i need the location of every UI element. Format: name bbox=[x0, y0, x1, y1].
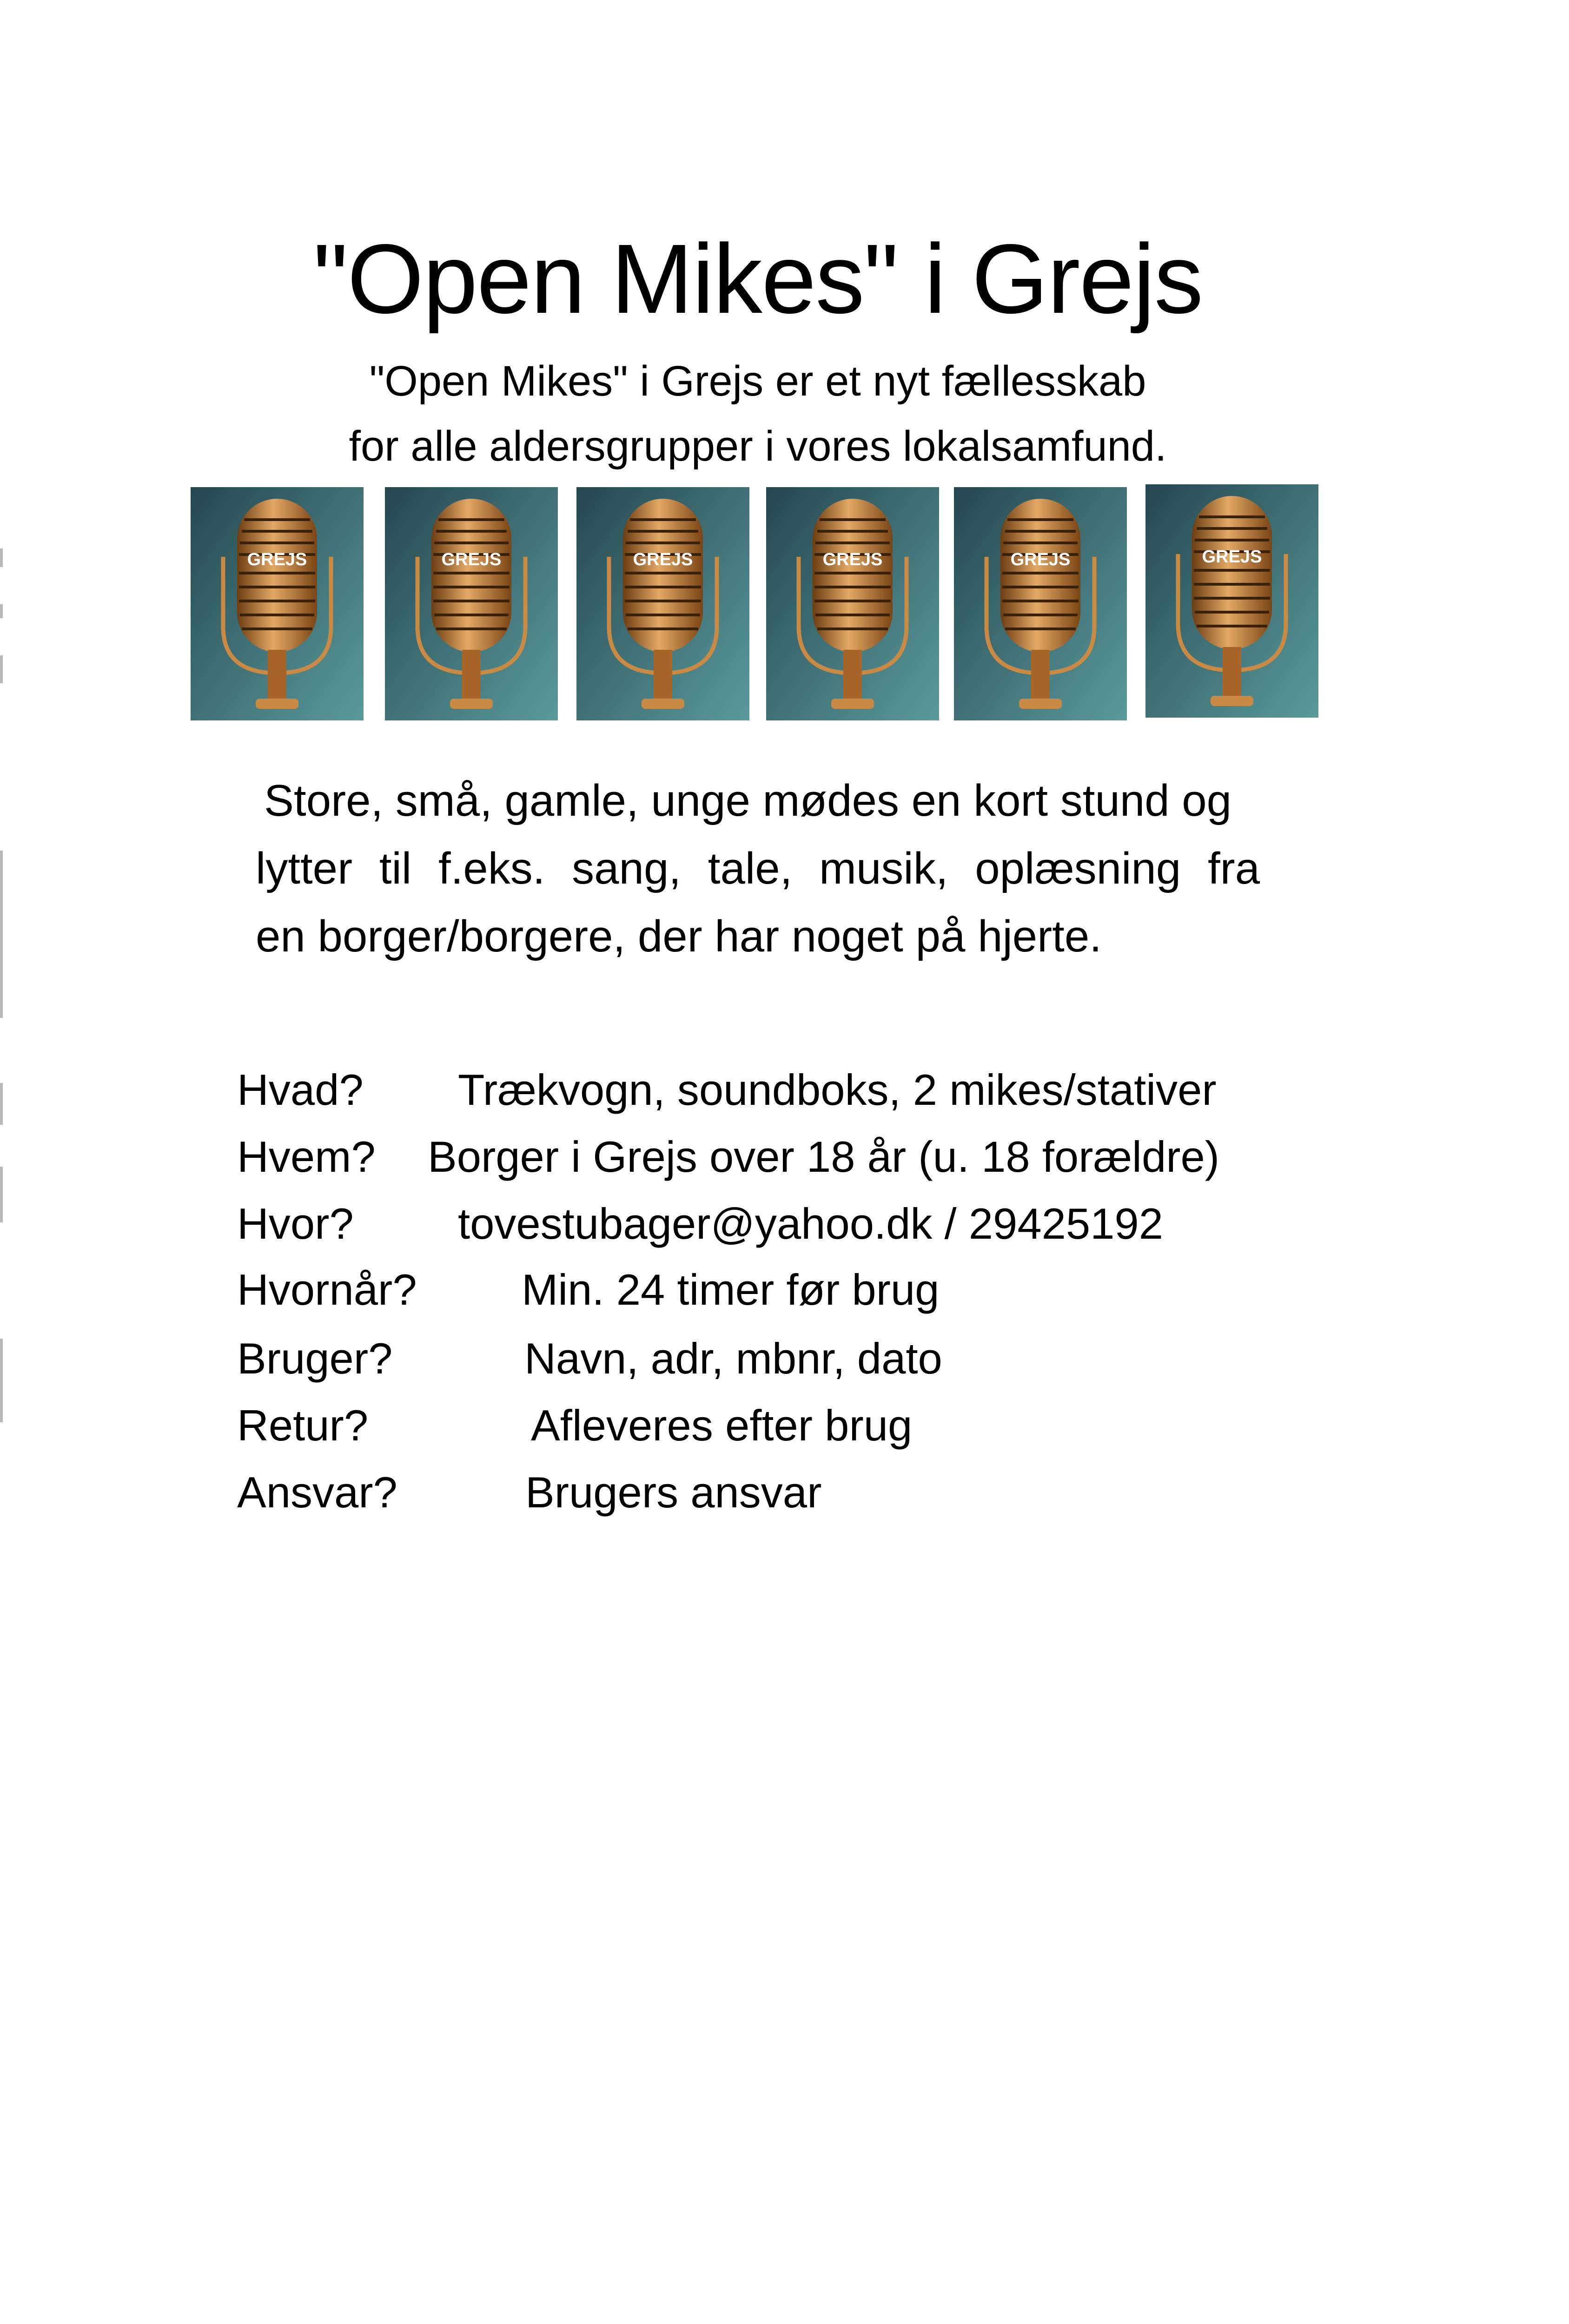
intro-line-1: "Open Mikes" i Grejs er et nyt fællesskab bbox=[369, 357, 1146, 405]
microphone-icon bbox=[954, 487, 1127, 720]
mic-label: GREJS bbox=[1010, 550, 1071, 569]
info-answer[interactable]: tovestubager@yahoo.dk / 29425192 bbox=[458, 1199, 1163, 1248]
info-question: Retur? bbox=[237, 1401, 369, 1450]
info-answer: Min. 24 timer før brug bbox=[522, 1265, 940, 1314]
description-paragraph bbox=[256, 767, 1260, 971]
microphone-image bbox=[576, 487, 749, 720]
info-answer: Trækvogn, soundboks, 2 mikes/stativer bbox=[458, 1065, 1217, 1114]
page-title: "Open Mikes" i Grejs bbox=[313, 224, 1203, 334]
info-question: Hvor? bbox=[237, 1199, 354, 1248]
microphone-icon bbox=[576, 487, 749, 720]
description-line-3: en borger/borgere, der har noget på hjerte. bbox=[256, 911, 1102, 961]
mic-label: GREJS bbox=[1202, 547, 1262, 567]
info-answer: Brugers ansvar bbox=[525, 1468, 822, 1517]
microphone-image bbox=[1145, 484, 1318, 718]
microphone-image bbox=[191, 487, 364, 720]
intro-line-2: for alle aldersgrupper i vores lokalsamfund. bbox=[349, 423, 1167, 470]
microphone-icon bbox=[1145, 484, 1318, 718]
microphone-icon bbox=[191, 487, 364, 720]
info-question: Hvem? bbox=[237, 1132, 376, 1181]
mic-label: GREJS bbox=[247, 550, 307, 569]
mic-label: GREJS bbox=[822, 550, 883, 569]
info-question: Bruger? bbox=[237, 1334, 393, 1383]
microphone-image bbox=[385, 487, 558, 720]
info-answer: Afleveres efter brug bbox=[531, 1401, 913, 1450]
page-edge-marks bbox=[0, 548, 4, 1422]
info-answer: Navn, adr, mbnr, dato bbox=[524, 1334, 942, 1383]
description-line-1: Store, små, gamle, unge mødes en kort stund og bbox=[264, 776, 1232, 825]
info-answer: Borger i Grejs over 18 år (u. 18 forældre) bbox=[428, 1132, 1220, 1181]
microphone-icon bbox=[385, 487, 558, 720]
microphone-image bbox=[954, 487, 1127, 720]
info-question: Hvad? bbox=[237, 1065, 364, 1114]
description-line-2: lytter til f.eks. sang, tale, musik, oplæsning fra bbox=[256, 844, 1260, 893]
microphone-image bbox=[766, 487, 939, 720]
microphone-icon bbox=[766, 487, 939, 720]
info-question: Hvornår? bbox=[237, 1265, 417, 1314]
mic-label: GREJS bbox=[633, 550, 693, 569]
info-question: Ansvar? bbox=[237, 1468, 397, 1517]
mic-label: GREJS bbox=[441, 550, 502, 569]
